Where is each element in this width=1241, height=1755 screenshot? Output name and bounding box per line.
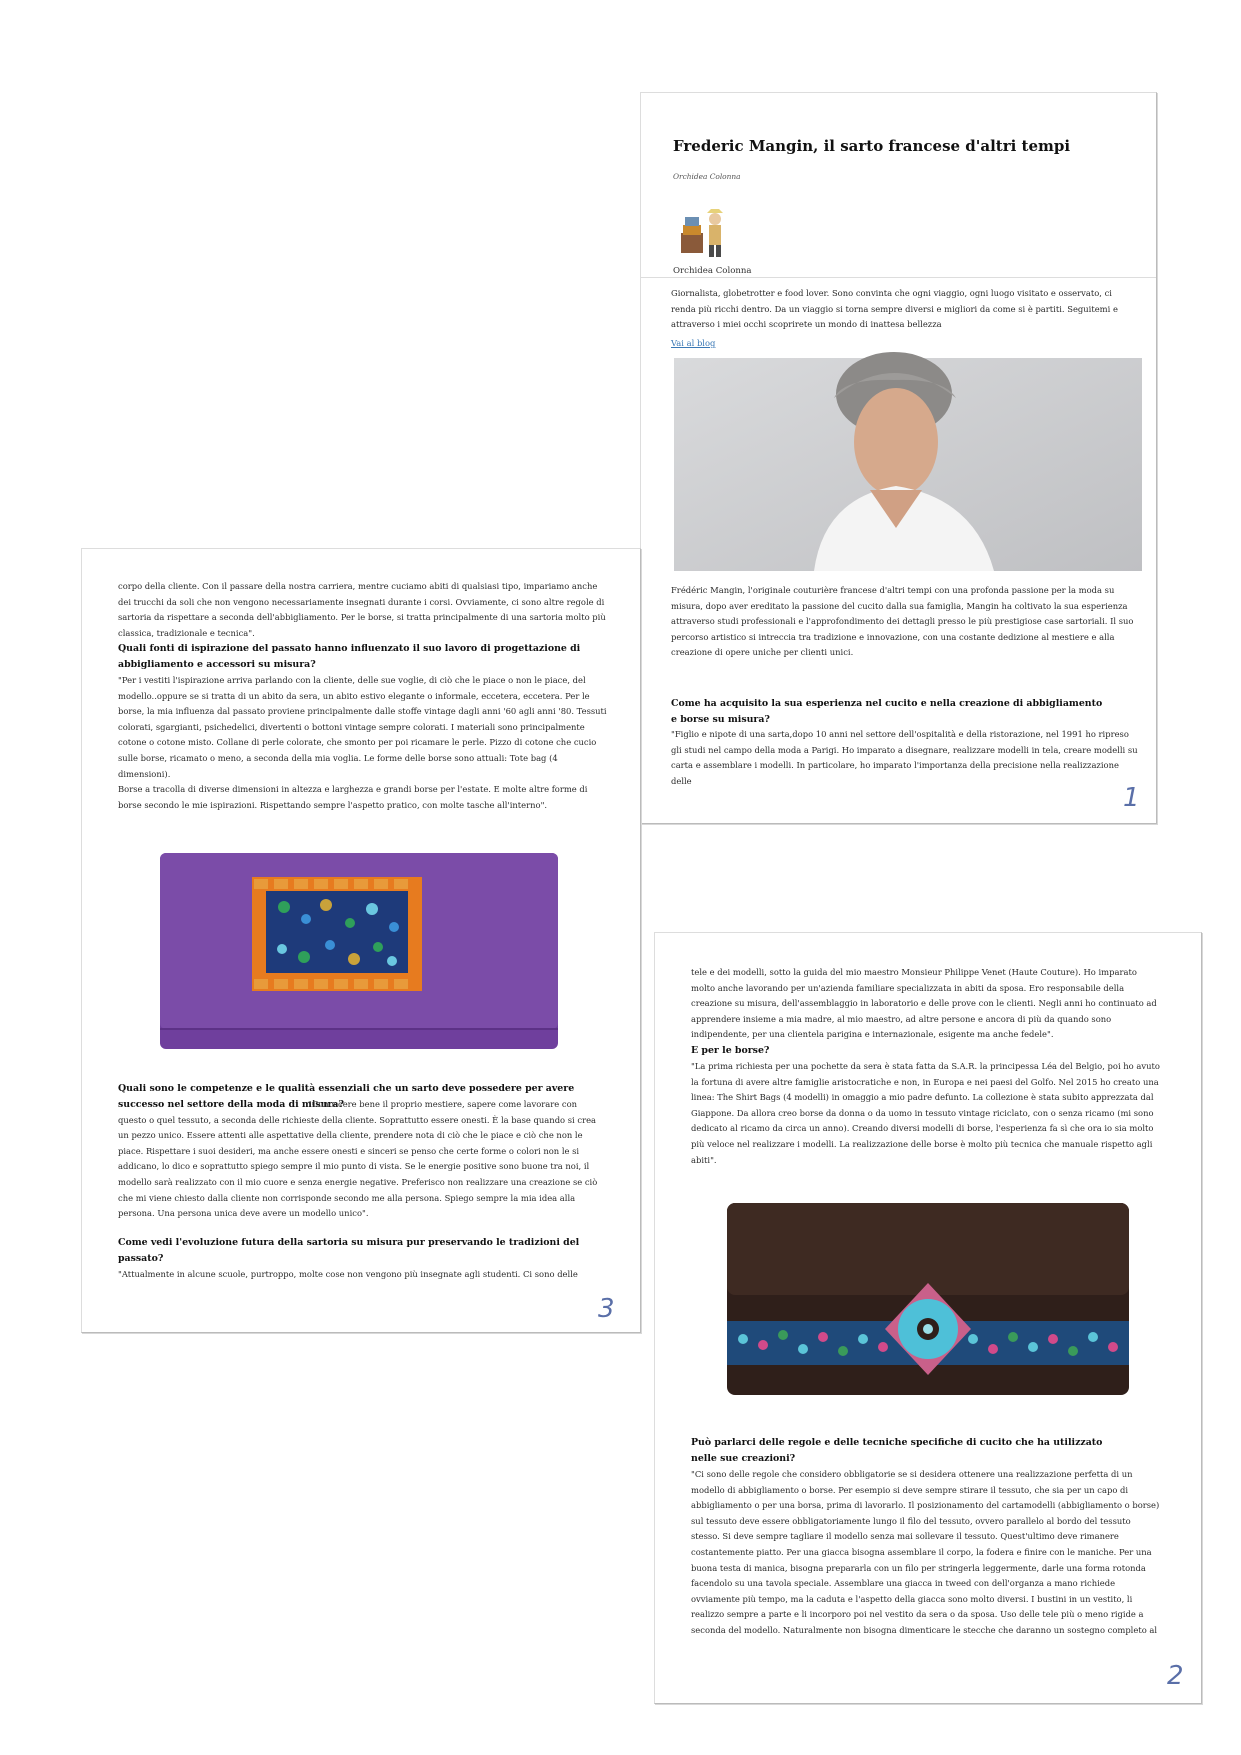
article-byline: Orchidea Colonna [673, 172, 741, 181]
answer-bags: "La prima richiesta per una pochette da sera è stata fatta da S.A.R. la principessa Léa del Belgio, poi ho avuto la fortuna di avere altre famiglie aristocratiche e non, in Europa e nei paesi del Golfo. Nel 2015 ho creato una linea: The Shirt Bags (4 modelli) in omaggio a mio padre defunto. La collezione è stata subito apprezzata dal Giappone. Da allora creo borse da donna o da uomo in tessuto vintage riciclato, con o senza ricamo (mi sono dedicato al ricamo da circa un anno). Creando diversi modelli di borse, l'esperienza fa sì che ora io sia molto più veloce nel realizzare i modelli. La realizzazione delle borse è molto più tecnica che manuale rispetto agli abiti". [691, 1061, 1160, 1165]
question-rules: Può parlarci delle regole e delle tecniche specifiche di cucito che ha utilizzato nelle sue creazioni? [691, 1437, 1103, 1464]
intro-paragraph: corpo della cliente. Con il passare della nostra carriera, mentre cuciamo abiti di qualsiasi tipo, impariamo anche dei trucchi da soli che non vengono necessariamente insegnati durante i corsi. Ovviamente, ci sono altre regole di sartoria da rispettare a seconda dell'abbigliamento. Per le borse, si tratta principalmente di una sartoria molto più classica, tradizionale e tecnica". [118, 581, 606, 638]
question-inspiration: Quali fonti di ispirazione del passato hanno influenzato il suo lavoro di progettazione di abbigliamento e accessori su misura? [118, 643, 581, 670]
answer-rules: "Ci sono delle regole che considero obbligatorie se si desidera ottenere una realizzazione perfetta di un modello di abbigliamento o borse. Per esempio si deve sempre stirare il tessuto, che sia per un capo di abbigliamento o per una borsa, prima di lavorarlo. Il posizionamento del cartamodelli (abbigliamento o borse) sul tessuto deve essere obbligatoriamente lungo il filo del tessuto, ovvero parallelo al bordo del tessuto stesso. Si deve sempre tagliare il modello senza mai sollevare il tessuto. Quest'ultimo deve rimanere costantemente piatto. Per una giacca bisogna assemblare il corpo, la fodera e finire con le maniche. Per una buona testa di manica, bisogna prepararla con un filo per stringerla leggermente, darle una forma rotonda facendolo su una tavola speciale. Assemblare una giacca in tweed con dell'organza a mano richiede ovviamente più tempo, ma la caduta e l'aspetto della giacca sono molto diversi. I bustini in un vestito, li realizzo sempre a parte e li incorporo poi nel vestito da sera o da sposa. Uso delle tele più o meno rigide a seconda del modello. Naturalmente non bisogna dimenticare le stecche che daranno un sostegno completo al [691, 1469, 1160, 1635]
portrait-photo [674, 358, 1142, 571]
answer-inspiration-shapes: Borse a tracolla di diverse dimensioni in altezza e larghezza e grandi borse per l'estate. E molte altre forme di borse secondo le mie ispirazioni. Rispettando sempre l'aspetto pratico, con molte tasche all'interno". [118, 784, 588, 810]
page-number: 1 [1123, 783, 1140, 813]
page-2 [654, 932, 1202, 1704]
answer-inspiration: "Per i vestiti l'ispirazione arriva parlando con la cliente, delle sue voglie, di ciò che le piace o non le piace, del modello..oppure se si tratta di un abito da sera, un abito estivo elegante o informale, eccetera, eccetera. Per le borse, la mia influenza dal passato proviene principalmente dalle stoffe vintage dagli anni '60 agli anni '80. Tessuti colorati, sgargianti, psichedelici, divertenti o bottoni vintage sempre colorati. I materiali sono principalmente cotone o cotone misto. Collane di perle colorate, che smonto per poi ricamare le perle. Pizzo di cotone che cucio sulle borse, ricamato o meno, a seconda della mia voglia. Le forme delle borse sono attuali: Tote bag (4 dimensioni). [118, 675, 607, 779]
purple-clutch-photo [154, 839, 564, 1059]
answer-future: "Attualmente in alcune scuole, purtroppo, molte cose non vengono più insegnate agli studenti. Ci sono delle [118, 1269, 578, 1279]
author-bio: Giornalista, globetrotter e food lover. Sono convinta che ogni viaggio, ogni luogo visitato e osservato, ci renda più ricchi dentro. Da un viaggio si torna sempre diversi e migliori da come si è partiti. Seguitemi e attraverso i miei occhi scoprirete un mondo di inattesa bellezza [671, 288, 1118, 330]
answer-competences: "Conoscere bene il proprio mestiere, sapere come lavorare con questo o quel tessuto, a seconda delle richieste della cliente. Soprattutto essere onesti. È la base quando si crea un pezzo unico. Essere attenti alle aspettative della cliente, prendere nota di ciò che le piace e ciò che non le piace. Rispettare i suoi desideri, ma anche essere onesti e sinceri se penso che certe forme o colori non le si addicano, lo dico e soprattutto spiego sempre il mio punto di vista. Se le energie positive sono buone tra noi, il modello sarà realizzato con il mio cuore e senza energie negative. Preferisco non realizzare una creazione se ciò che mi viene chiesto dalla cliente non corrisponde secondo me alla persona. Spiego sempre la mia idea alla persona. Una persona unica deve avere un modello unico". [118, 1099, 598, 1219]
answer-experience: "Figlio e nipote di una sarta,dopo 10 anni nel settore dell'ospitalità e della ristorazione, nel 1991 ho ripreso gli studi nel campo della moda a Parigi. Ho imparato a disegnare, realizzare modelli in tela, creare modelli su carta e assemblare i modelli. In particolare, ho imparato l'importanza della precisione nella realizzazione delle [671, 729, 1138, 786]
page-number: 3 [598, 1294, 615, 1324]
divider [641, 277, 1156, 278]
article-title: Frederic Mangin, il sarto francese d'altri tempi [673, 137, 1071, 155]
question-bags: E per le borse? [691, 1045, 770, 1056]
question-experience: Come ha acquisito la sua esperienza nel cucito e nella creazione di abbigliamento e borse su misura? [671, 698, 1103, 725]
question-competences: Quali sono le competenze e le qualità essenziali che un sarto deve possedere per avere successo nel settore della moda di misura? [118, 1083, 575, 1110]
blog-link[interactable]: Vai al blog [671, 338, 716, 348]
intro-paragraph: tele e dei modelli, sotto la guida del mio maestro Monsieur Philippe Venet (Haute Couture). Ho imparato molto anche lavorando per un'azienda familiare specializzata in abiti da sposa. Ero responsabile della creazione su misura, dell'assemblaggio in laboratorio e delle prove con le clienti. Negli anni ho continuato ad apprendere insieme a mia madre, al mio maestro, ad altre persone e ancora di più da quando sono indipendente, per una clientela parigina e internazionale, esigente ma anche fedele". [691, 967, 1157, 1040]
author-avatar [673, 203, 731, 261]
brown-clutch-photo [723, 1199, 1133, 1399]
question-future: Come vedi l'evoluzione futura della sartoria su misura pur preservando le tradizioni del passato? [118, 1237, 580, 1264]
page-1 [640, 92, 1157, 824]
author-name: Orchidea Colonna [673, 266, 752, 276]
page-number: 2 [1167, 1661, 1184, 1691]
page-3 [81, 548, 641, 1333]
portrait-caption: Frédéric Mangin, l'originale couturière francese d'altri tempi con una profonda passione per la moda su misura, dopo aver ereditato la passione del cucito dalla sua famiglia, Mangin ha coltivato la sua esperienza attraverso studi professionali e l'approfondimento dei dettagli presso le più prestigiose case sartoriali. Il suo percorso artistico si intreccia tra tradizione e innovazione, con una costante dedizione al mestiere e alla creazione di opere uniche per clienti unici. [671, 585, 1134, 658]
